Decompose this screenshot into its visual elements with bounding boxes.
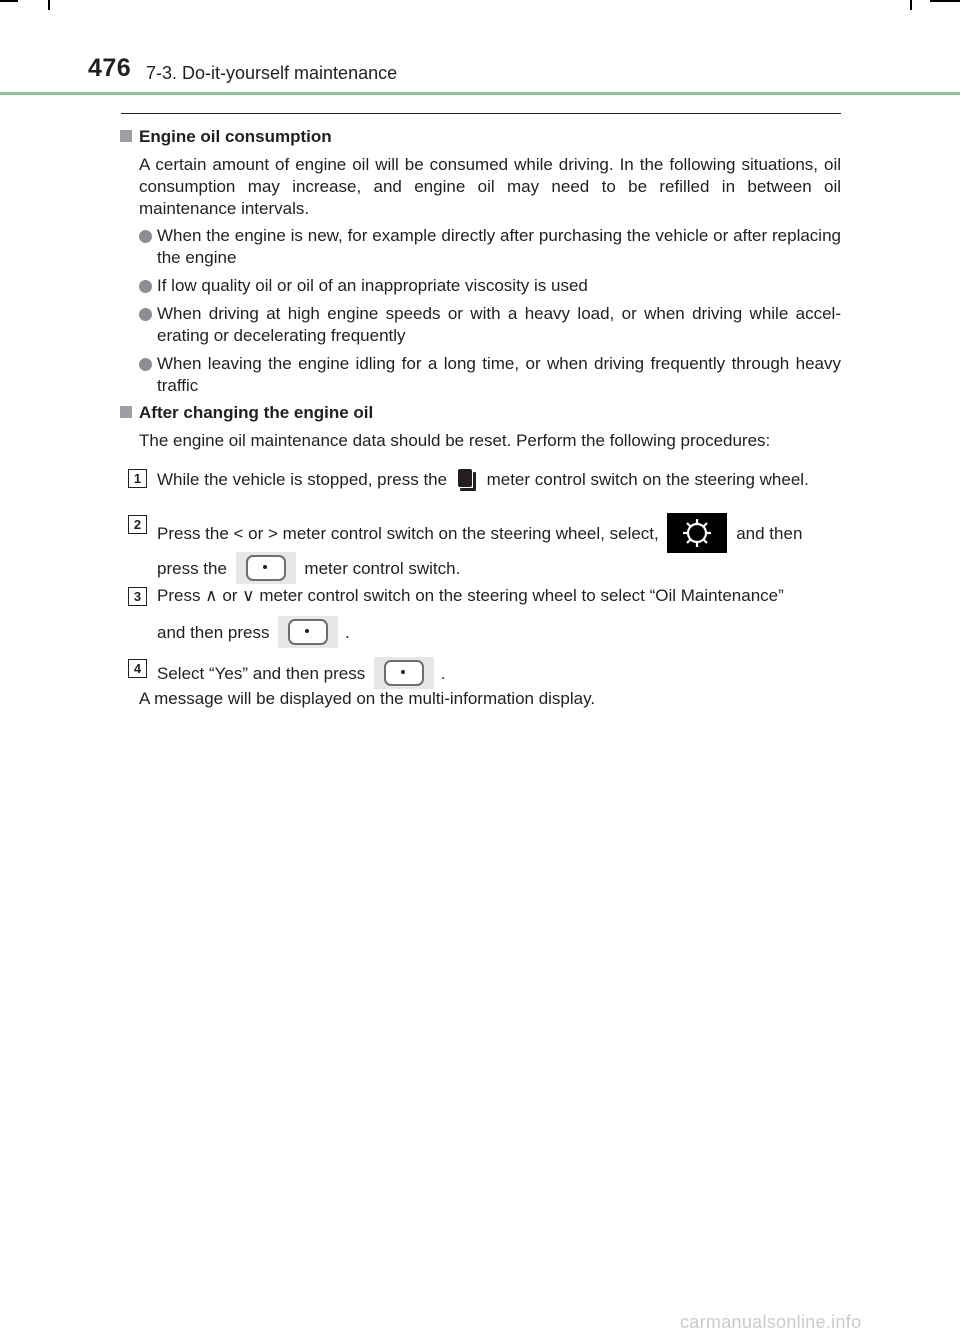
step-number: 3 [128,587,147,606]
step-text: While the vehicle is stopped, press the [157,470,448,489]
step-3-line-2 [157,616,350,648]
header-rule [0,92,960,95]
bullet-item: If low quality oil or oil of an inappropriate viscosity is used [157,276,588,295]
content-top-rule [121,113,841,114]
bullet-icon [139,280,152,293]
section-title: 7-3. Do-it-yourself maintenance [146,63,398,83]
enter-switch-icon [374,657,434,689]
step-3-line [157,585,784,607]
step-number: 2 [128,515,147,534]
section-square-icon [120,130,132,142]
step-text: Press the < or > meter control switch on the steering wheel, select, [157,524,659,543]
step-text: and then [736,524,803,543]
bullet-icon [139,358,152,371]
step-text: Press ∧ or ∨ meter control switch on the steering wheel to select “Oil Maintenance” [157,586,784,605]
page-header [0,0,960,98]
step-text: Select “Yes” and then press [157,664,366,683]
closing-text: A message will be displayed on the multi-information display. [139,689,596,708]
watermark: carmanualsonline.info [680,1312,862,1332]
enter-switch-icon [236,552,296,584]
step-text: press the [157,559,227,578]
step-text: . [344,623,350,642]
step-text: meter control switch on the steering wheel. [486,470,809,489]
bullet-icon [139,308,152,321]
step-text: meter control switch. [304,559,461,578]
bullet-item: When leaving the engine idling for a long time, or when driving frequently through heavy traffic [157,354,841,395]
step-2-line [157,513,802,553]
bullet-item: When the engine is new, for example directly after purchasing the vehicle or after replacing the engine [157,226,841,267]
page-number: 476 [88,54,132,82]
heading-after-changing: After changing the engine oil [139,403,374,422]
bullet-icon [139,230,152,243]
step-2-line-2 [157,552,460,584]
intro-engine-oil-consumption: A certain amount of engine oil will be consumed while driving. In the following situations, oil consumption may increase, and engine oil may need to be refilled in between oil maintenance intervals. [139,155,841,218]
intro-after-changing: The engine oil maintenance data should be reset. Perform the following procedures: [139,431,771,450]
step-1-line [157,467,809,491]
step-text: and then press [157,623,270,642]
step-text: . [440,664,446,683]
gear-icon [667,513,727,553]
bullet-item: When driving at high engine speeds or with a heavy load, or when driving while accel-erating or decelerating frequently [157,304,841,345]
step-number: 1 [128,469,147,488]
step-4-line [157,657,445,689]
menu-switch-icon [456,467,478,491]
enter-switch-icon [278,616,338,648]
step-number: 4 [128,659,147,678]
heading-engine-oil-consumption: Engine oil consumption [139,127,332,146]
section-square-icon [120,406,132,418]
